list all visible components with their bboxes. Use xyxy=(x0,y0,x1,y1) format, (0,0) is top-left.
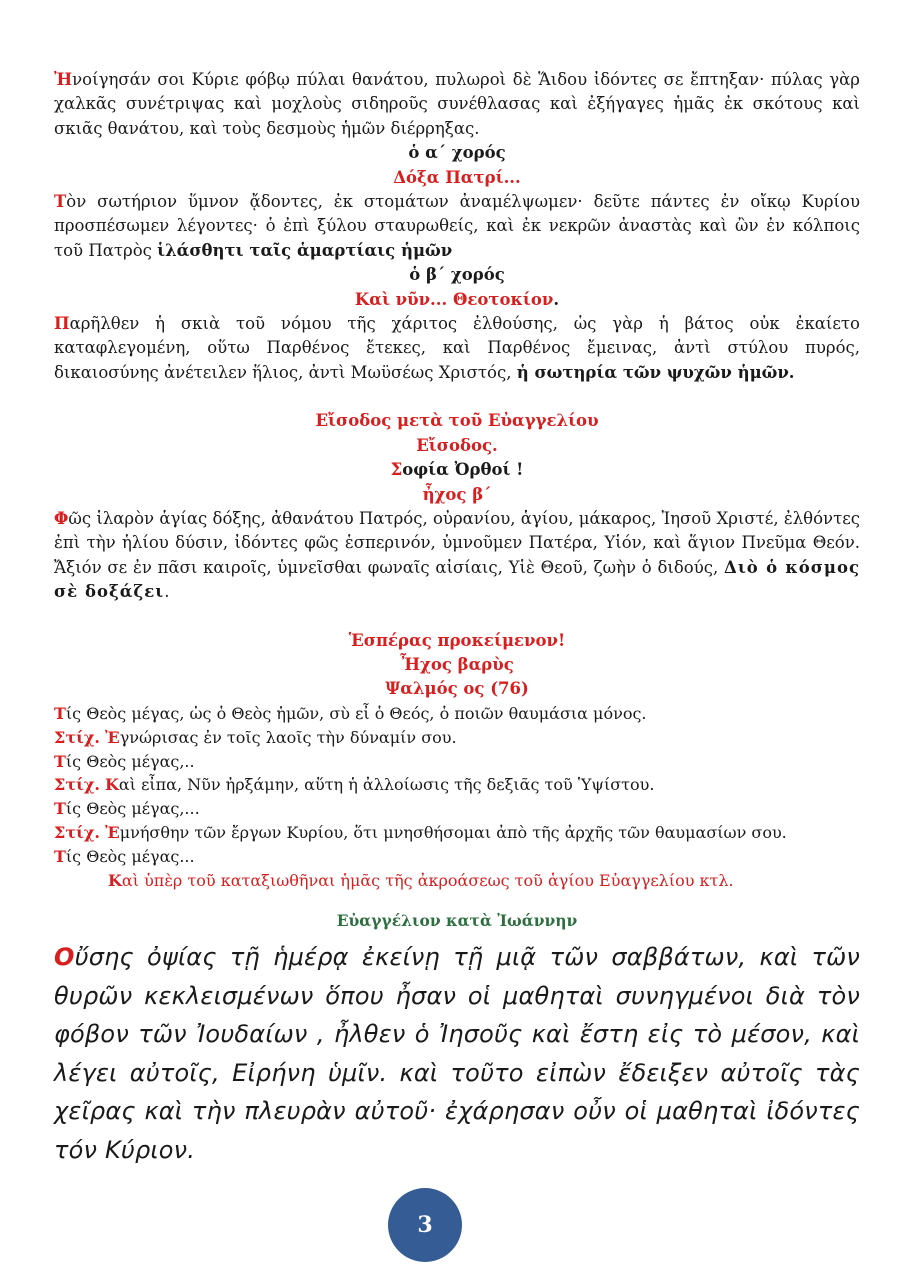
stichos-label: Στίχ. xyxy=(54,823,100,843)
page-content xyxy=(54,68,860,1169)
paragraph-bold-ending: ἱλάσθητι ταῖς ἁμαρτίαις ἡμῶν xyxy=(157,240,453,260)
gospel-title: Εὐαγγέλιον κατὰ Ἰωάννην xyxy=(336,911,578,930)
paragraph-text: αρῆλθεν ἡ σκιὰ τοῦ νόμου τῆς χάριτος ἐλθούσης, ὡς γὰρ ἡ βάτος οὐκ ἐκαίετο καταφλεγομένη, οὕτω Παρθένος ἔτεκες, καὶ Παρθένος ἔμεινας, ἀντὶ στύλου πυρός, δικαιοσύνης ἀνέτειλεν ἥλιος, ἀντὶ Μωϋσέως Χριστός, xyxy=(54,314,860,382)
drop-cap: Τ xyxy=(54,192,67,212)
psalm-verses xyxy=(54,702,860,893)
entrance-label: Εἴσοδος. xyxy=(416,435,498,455)
stichos-label: Στίχ. xyxy=(54,775,100,795)
paragraph-bold-ending: Διὸ ὁ κόσμος σὲ δοξάζει xyxy=(54,557,861,602)
verse-text: ίς Θεὸς μέγας, ὡς ὁ Θεὸς ἡμῶν, σὺ εἶ ὁ Θεός, ὁ ποιῶν θαυμάσια μόνος. xyxy=(65,703,647,723)
drop-cap: Ἐ xyxy=(105,823,120,843)
page-number-badge: 3 xyxy=(388,1188,462,1262)
choir-heading-1: ὁ α΄ χορός xyxy=(408,143,506,163)
verse-text: ίς Θεὸς μέγας,.. xyxy=(65,751,195,771)
drop-cap: Κ xyxy=(108,871,122,891)
paragraph-soterion xyxy=(54,190,860,263)
drop-cap: Τ xyxy=(54,847,66,867)
doxa-heading: Δόξα Πατρί... xyxy=(393,167,521,187)
choir-heading-2: ὁ β΄ χορός xyxy=(409,265,505,285)
psalm-stichos xyxy=(54,726,860,750)
paragraph-parelthen xyxy=(54,312,860,385)
verse-text: μνήσθην τῶν ἔργων Κυρίου, ὅτι μνησθήσομαι ἀπὸ τῆς ἀρχῆς τῶν θαυμασίων σου. xyxy=(119,823,787,843)
closing-text: αὶ ὑπὲρ τοῦ καταξιωθῆναι ἡμᾶς τῆς ἀκροάσεως τοῦ ἁγίου Εὐαγγελίου κτλ. xyxy=(121,871,734,891)
psalm-verse-refrain xyxy=(54,750,860,774)
drop-cap: Ο xyxy=(54,943,75,971)
drop-cap: Σ xyxy=(390,460,403,480)
paragraph-enoigisan xyxy=(54,68,860,141)
paragraph-text: νοίγησάν σοι Κύριε φόβῳ πύλαι θανάτου, πυλωροὶ δὲ Ἅιδου ἰδόντες σε ἔπτηξαν· πύλας γὰρ χαλκᾶς συνέτριψας καὶ μοχλοὺς σιδηροῦς συνέθλασας καὶ ἐξήγαγες ἡμᾶς ἐκ σκότους καὶ σκιᾶς θανάτου, καὶ τοὺς δεσμοὺς ἡμῶν διέρρηξας. xyxy=(54,70,860,138)
drop-cap: Τ xyxy=(54,799,66,819)
psalm-title: Ψαλμός ος (76) xyxy=(385,679,529,699)
sofia-text: οφία Ὀρθοί ! xyxy=(402,460,524,480)
prokeimenon-heading: Ἑσπέρας προκείμενον! xyxy=(348,630,566,650)
drop-cap: Κ xyxy=(105,775,119,795)
drop-cap: Τ xyxy=(54,751,66,771)
kai-nyn-text: Καὶ νῦν... Θεοτοκίον xyxy=(354,289,554,309)
paragraph-bold-ending: ἡ σωτηρία τῶν ψυχῶν ἡμῶν. xyxy=(516,362,795,382)
drop-cap: Π xyxy=(54,314,70,334)
psalm-stichos xyxy=(54,773,860,797)
psalm-verse-refrain xyxy=(54,702,860,726)
sofia-orthoi xyxy=(54,458,860,482)
drop-cap: Ἐ xyxy=(105,727,120,747)
gospel-section xyxy=(54,911,860,1169)
psalm-verse-refrain xyxy=(54,797,860,821)
echos-heading: ἦχος β΄ xyxy=(422,484,492,504)
echos-barys-heading: Ἦχος βαρὺς xyxy=(400,654,514,674)
paragraph-text: ῶς ἱλαρὸν ἁγίας δόξης, ἀθανάτου Πατρός, οὐρανίου, ἁγίου, μάκαρος, Ἰησοῦ Χριστέ, ἐλθόντες ἐπὶ τὴν ἡλίου δύσιν, ἰδόντες φῶς ἑσπερινόν, ὑμνοῦμεν Πατέρα, Υἱόν, καὶ ἅγιον Πνεῦμα Θεόν. Ἄξιόν σε ἐν πᾶσι καιροῖς, ὑμνεῖσθαι φωναῖς αἰσίαις, Υἱὲ Θεοῦ, ζωὴν ὁ διδούς, xyxy=(54,508,860,577)
drop-cap: Τ xyxy=(54,703,66,723)
verse-text: ίς Θεὸς μέγας,... xyxy=(65,799,200,819)
closing-line xyxy=(54,869,860,893)
gospel-body: ὔσης ὀψίας τῇ ἡμέρᾳ ἐκείνῃ τῇ μιᾷ τῶν σαββάτων, καὶ τῶν θυρῶν κεκλεισμένων ὅπου ἦσαν οἱ μαθηταὶ συνηγμένοι διὰ τὸν φόβον τῶν Ἰουδαίων , ἦλθεν ὁ Ἰησοῦς καὶ ἔστη εἰς τὸ μέσον, καὶ λέγει αὐτοῖς, Εἰρήνη ὑμῖν. καὶ τοῦτο εἰπὼν ἔδειξεν αὐτοῖς τὰς χεῖρας καὶ τὴν πλευρὰν αὐτοῦ· ἐχάρησαν οὖν οἱ μαθηταὶ ἰδόντες τόν Κύριον. xyxy=(54,943,860,1164)
drop-cap: Φ xyxy=(54,508,69,528)
paragraph-fos-ilaron xyxy=(54,507,860,605)
spacer xyxy=(54,385,860,409)
entrance-heading: Εἴσοδος μετὰ τοῦ Εὐαγγελίου xyxy=(315,411,599,431)
stichos-label: Στίχ. xyxy=(54,727,100,747)
psalm-verse-refrain xyxy=(54,845,860,869)
paragraph-end: . xyxy=(164,582,170,602)
verse-text: αὶ εἶπα, Νῦν ἠρξάμην, αὕτη ἡ ἀλλοίωσις τῆς δεξιᾶς τοῦ Ὑψίστου. xyxy=(118,775,655,795)
drop-cap: Ἠ xyxy=(54,70,73,89)
gospel-text xyxy=(54,938,860,1169)
verse-text: ίς Θεὸς μέγας... xyxy=(65,847,195,867)
spacer xyxy=(54,605,860,629)
kai-nyn-heading: Καὶ νῦν... Θεοτοκίον. xyxy=(354,289,560,309)
psalm-stichos xyxy=(54,821,860,845)
verse-text: γνώρισας ἐν τοῖς λαοῖς τὴν δύναμίν σου. xyxy=(119,727,457,747)
paragraph-text: ὸν σωτήριον ὕμνον ᾄδοντες, ἐκ στομάτων ἀναμέλψωμεν· δεῦτε πάντες ἐν οἴκῳ Κυρίου προσπέσωμεν λέγοντες· ὁ ἐπὶ ξύλου σταυρωθείς, καὶ ἐκ νεκρῶν ἀναστὰς καὶ ὢν ἐν κόλποις τοῦ Πατρὸς xyxy=(54,192,860,260)
